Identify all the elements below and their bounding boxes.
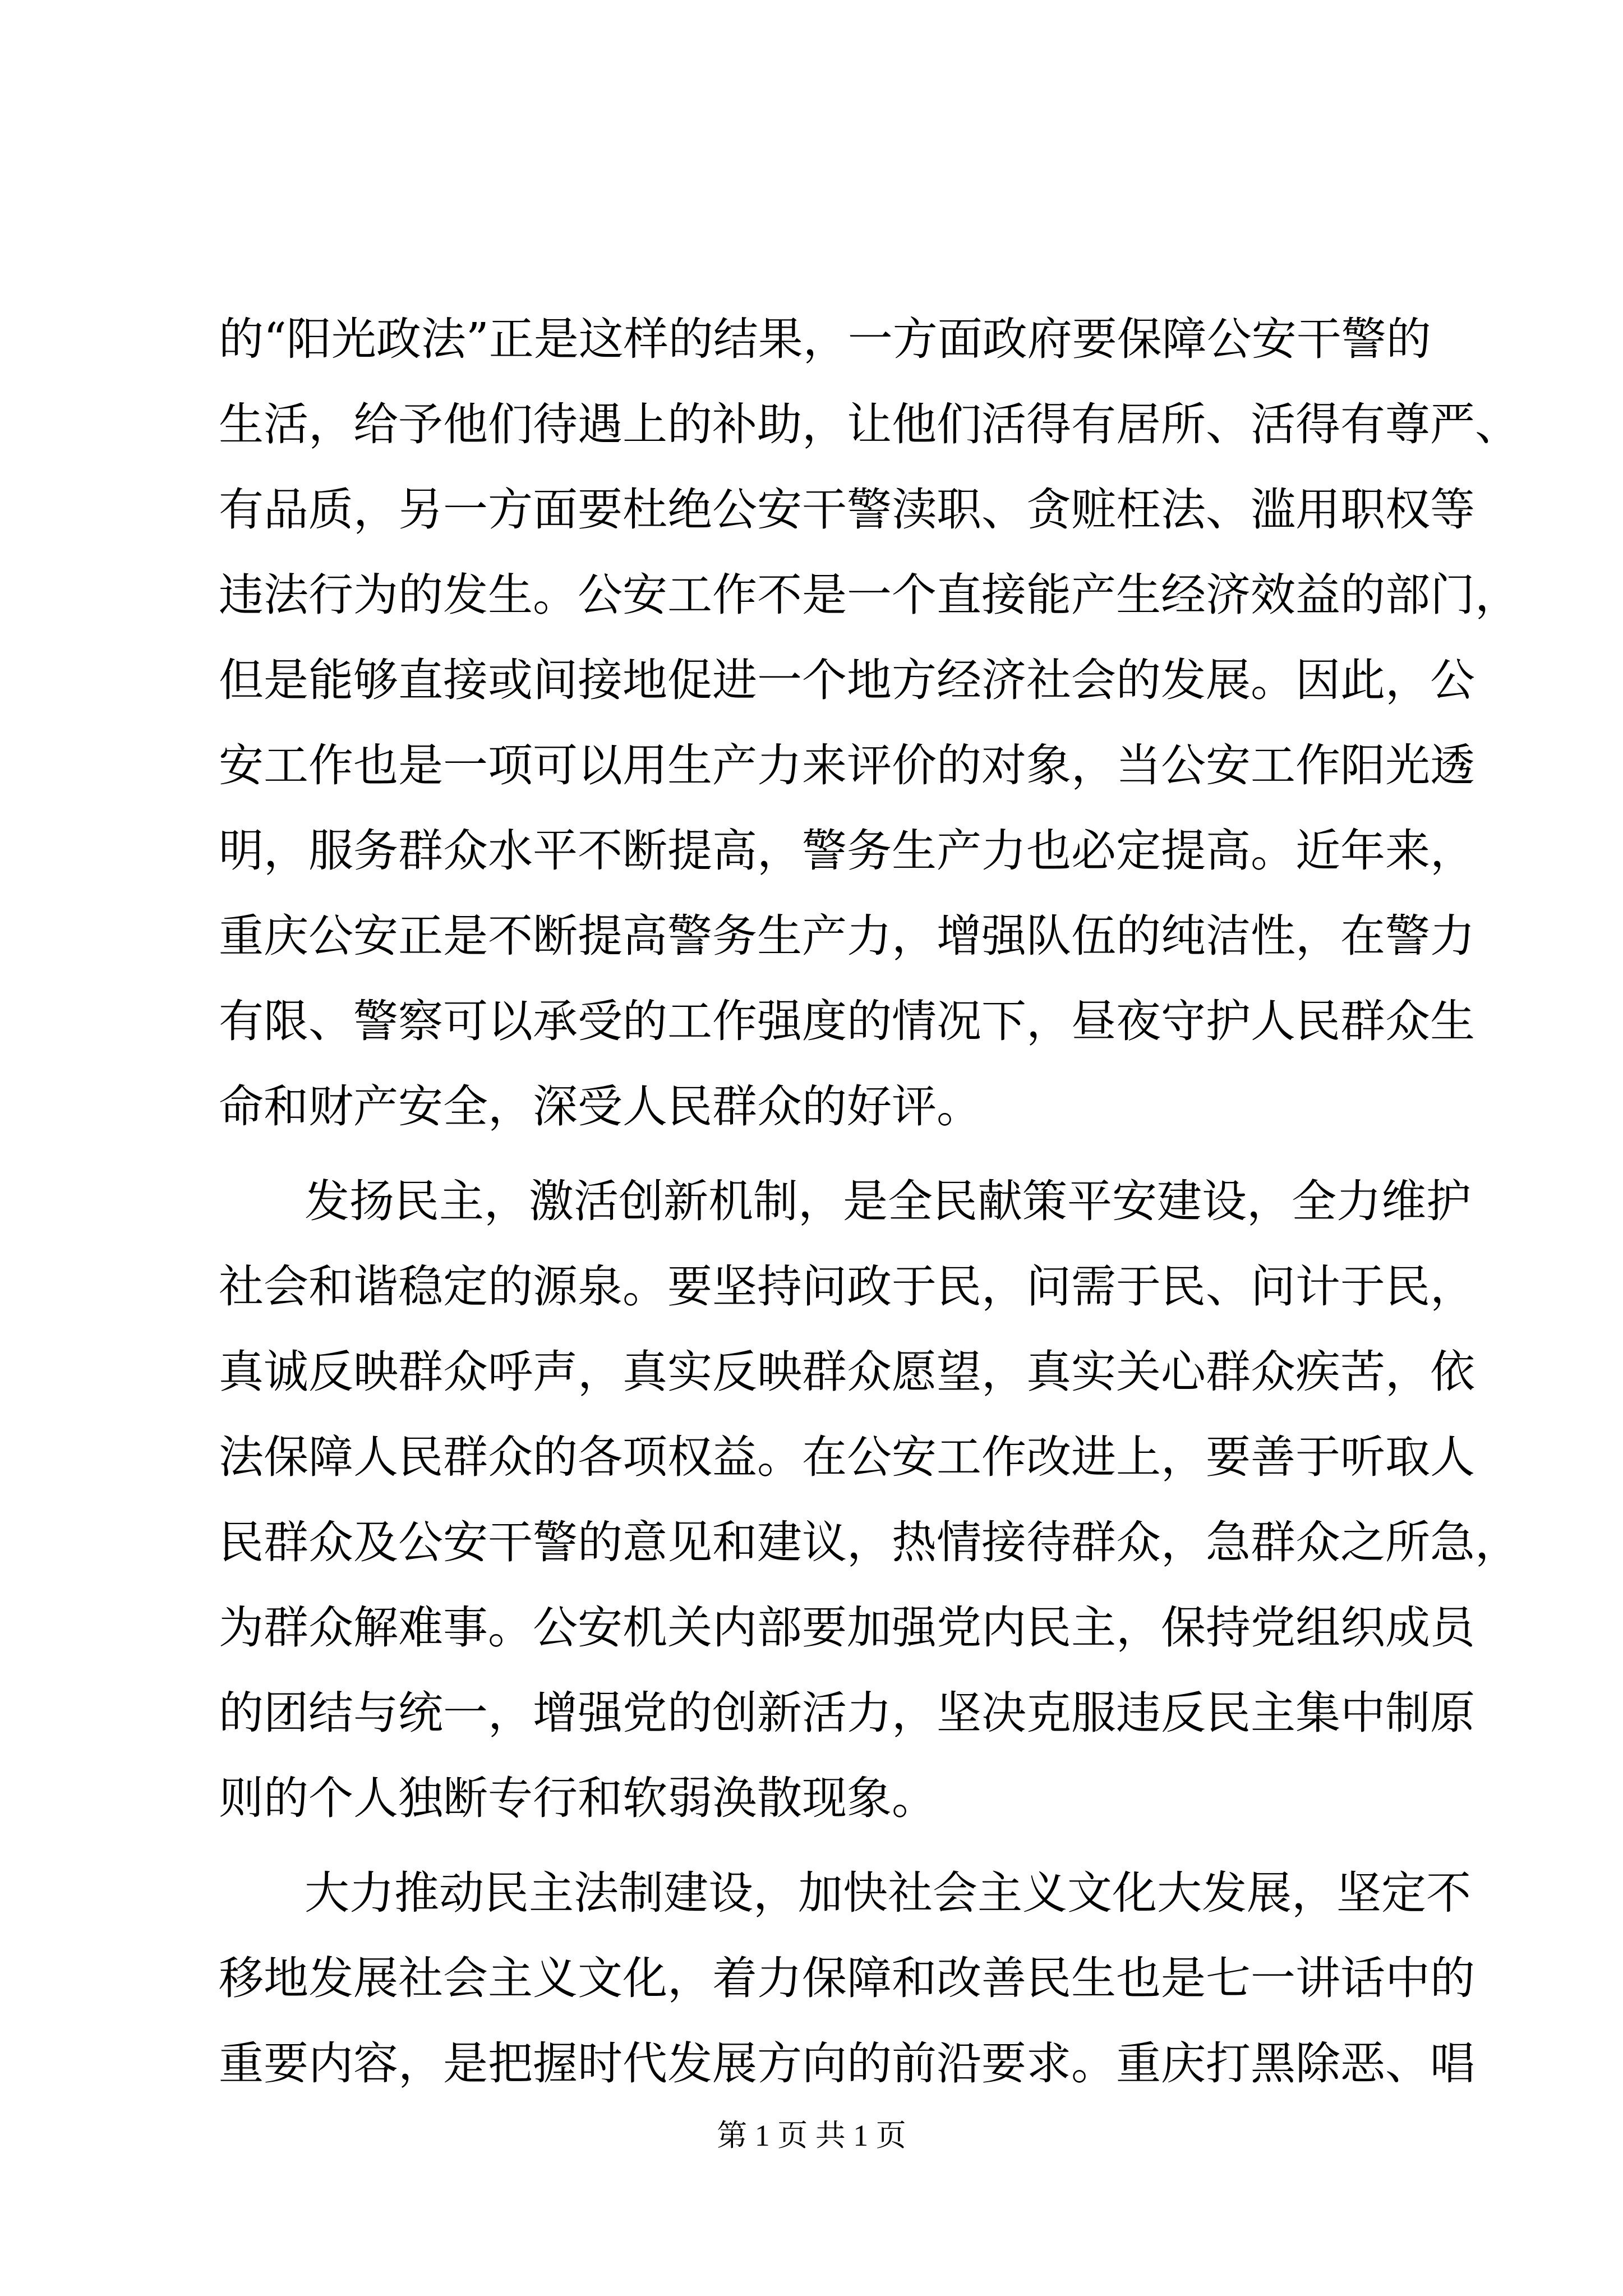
paragraph-1-line-2: 生活，给予他们待遇上的补助，让他们活得有居所、活得有尊严、 [219,398,1520,450]
paragraph-1-line-6: 安工作也是一项可以用生产力来评价的对象，当公安工作阳光透 [219,739,1475,792]
paragraph-1-line-7: 明，服务群众水平不断提高，警务生产力也必定提高。近年来， [219,825,1475,877]
paragraph-1-line-4: 违法行为的发生。公安工作不是一个直接能产生经济效益的部门， [219,569,1520,621]
paragraph-2-line-5: 民群众及公安干警的意见和建议，热情接待群众，急群众之所急， [219,1516,1520,1568]
paragraph-1-line-1: 的“阳光政法”正是这样的结果，一方面政府要保障公安干警的 [219,313,1431,365]
paragraph-3-line-2: 移地发展社会主义文化，着力保障和改善民生也是七一讲话中的 [219,1952,1475,2004]
paragraph-3-line-3: 重要内容，是把握时代发展方向的前沿要求。重庆打黑除恶、唱 [219,2037,1475,2090]
paragraph-1-line-3: 有品质，另一方面要杜绝公安干警渎职、贪赃枉法、滥用职权等 [219,484,1475,536]
paragraph-1-line-9: 有限、警察可以承受的工作强度的情况下，昼夜守护人民群众生 [219,995,1475,1047]
paragraph-2-line-2: 社会和谐稳定的源泉。要坚持问政于民，问需于民、问计于民， [219,1260,1475,1313]
paragraph-2-line-8: 则的个人独断专行和软弱涣散现象。 [219,1772,937,1824]
paragraph-2-line-4: 法保障人民群众的各项权益。在公安工作改进上，要善于听取人 [219,1431,1475,1483]
paragraph-2-line-1: 发扬民主，激活创新机制，是全民献策平安建设，全力维护 [305,1175,1471,1227]
paragraph-1-line-5: 但是能够直接或间接地促进一个地方经济社会的发展。因此，公 [219,654,1475,706]
page-footer: 第 1 页 共 1 页 [717,2119,906,2152]
paragraph-1-line-10: 命和财产安全，深受人民群众的好评。 [219,1080,981,1133]
paragraph-3-line-1: 大力推动民主法制建设，加快社会主义文化大发展，坚定不 [305,1867,1471,1919]
paragraph-2-line-3: 真诚反映群众呼声，真实反映群众愿望，真实关心群众疾苦，依 [219,1346,1475,1398]
paragraph-2-line-6: 为群众解难事。公安机关内部要加强党内民主，保持党组织成员 [219,1602,1475,1654]
paragraph-1-line-8: 重庆公安正是不断提高警务生产力，增强队伍的纯洁性，在警力 [219,910,1475,962]
paragraph-2-line-7: 的团结与统一，增强党的创新活力，坚决克服违反民主集中制原 [219,1687,1475,1739]
